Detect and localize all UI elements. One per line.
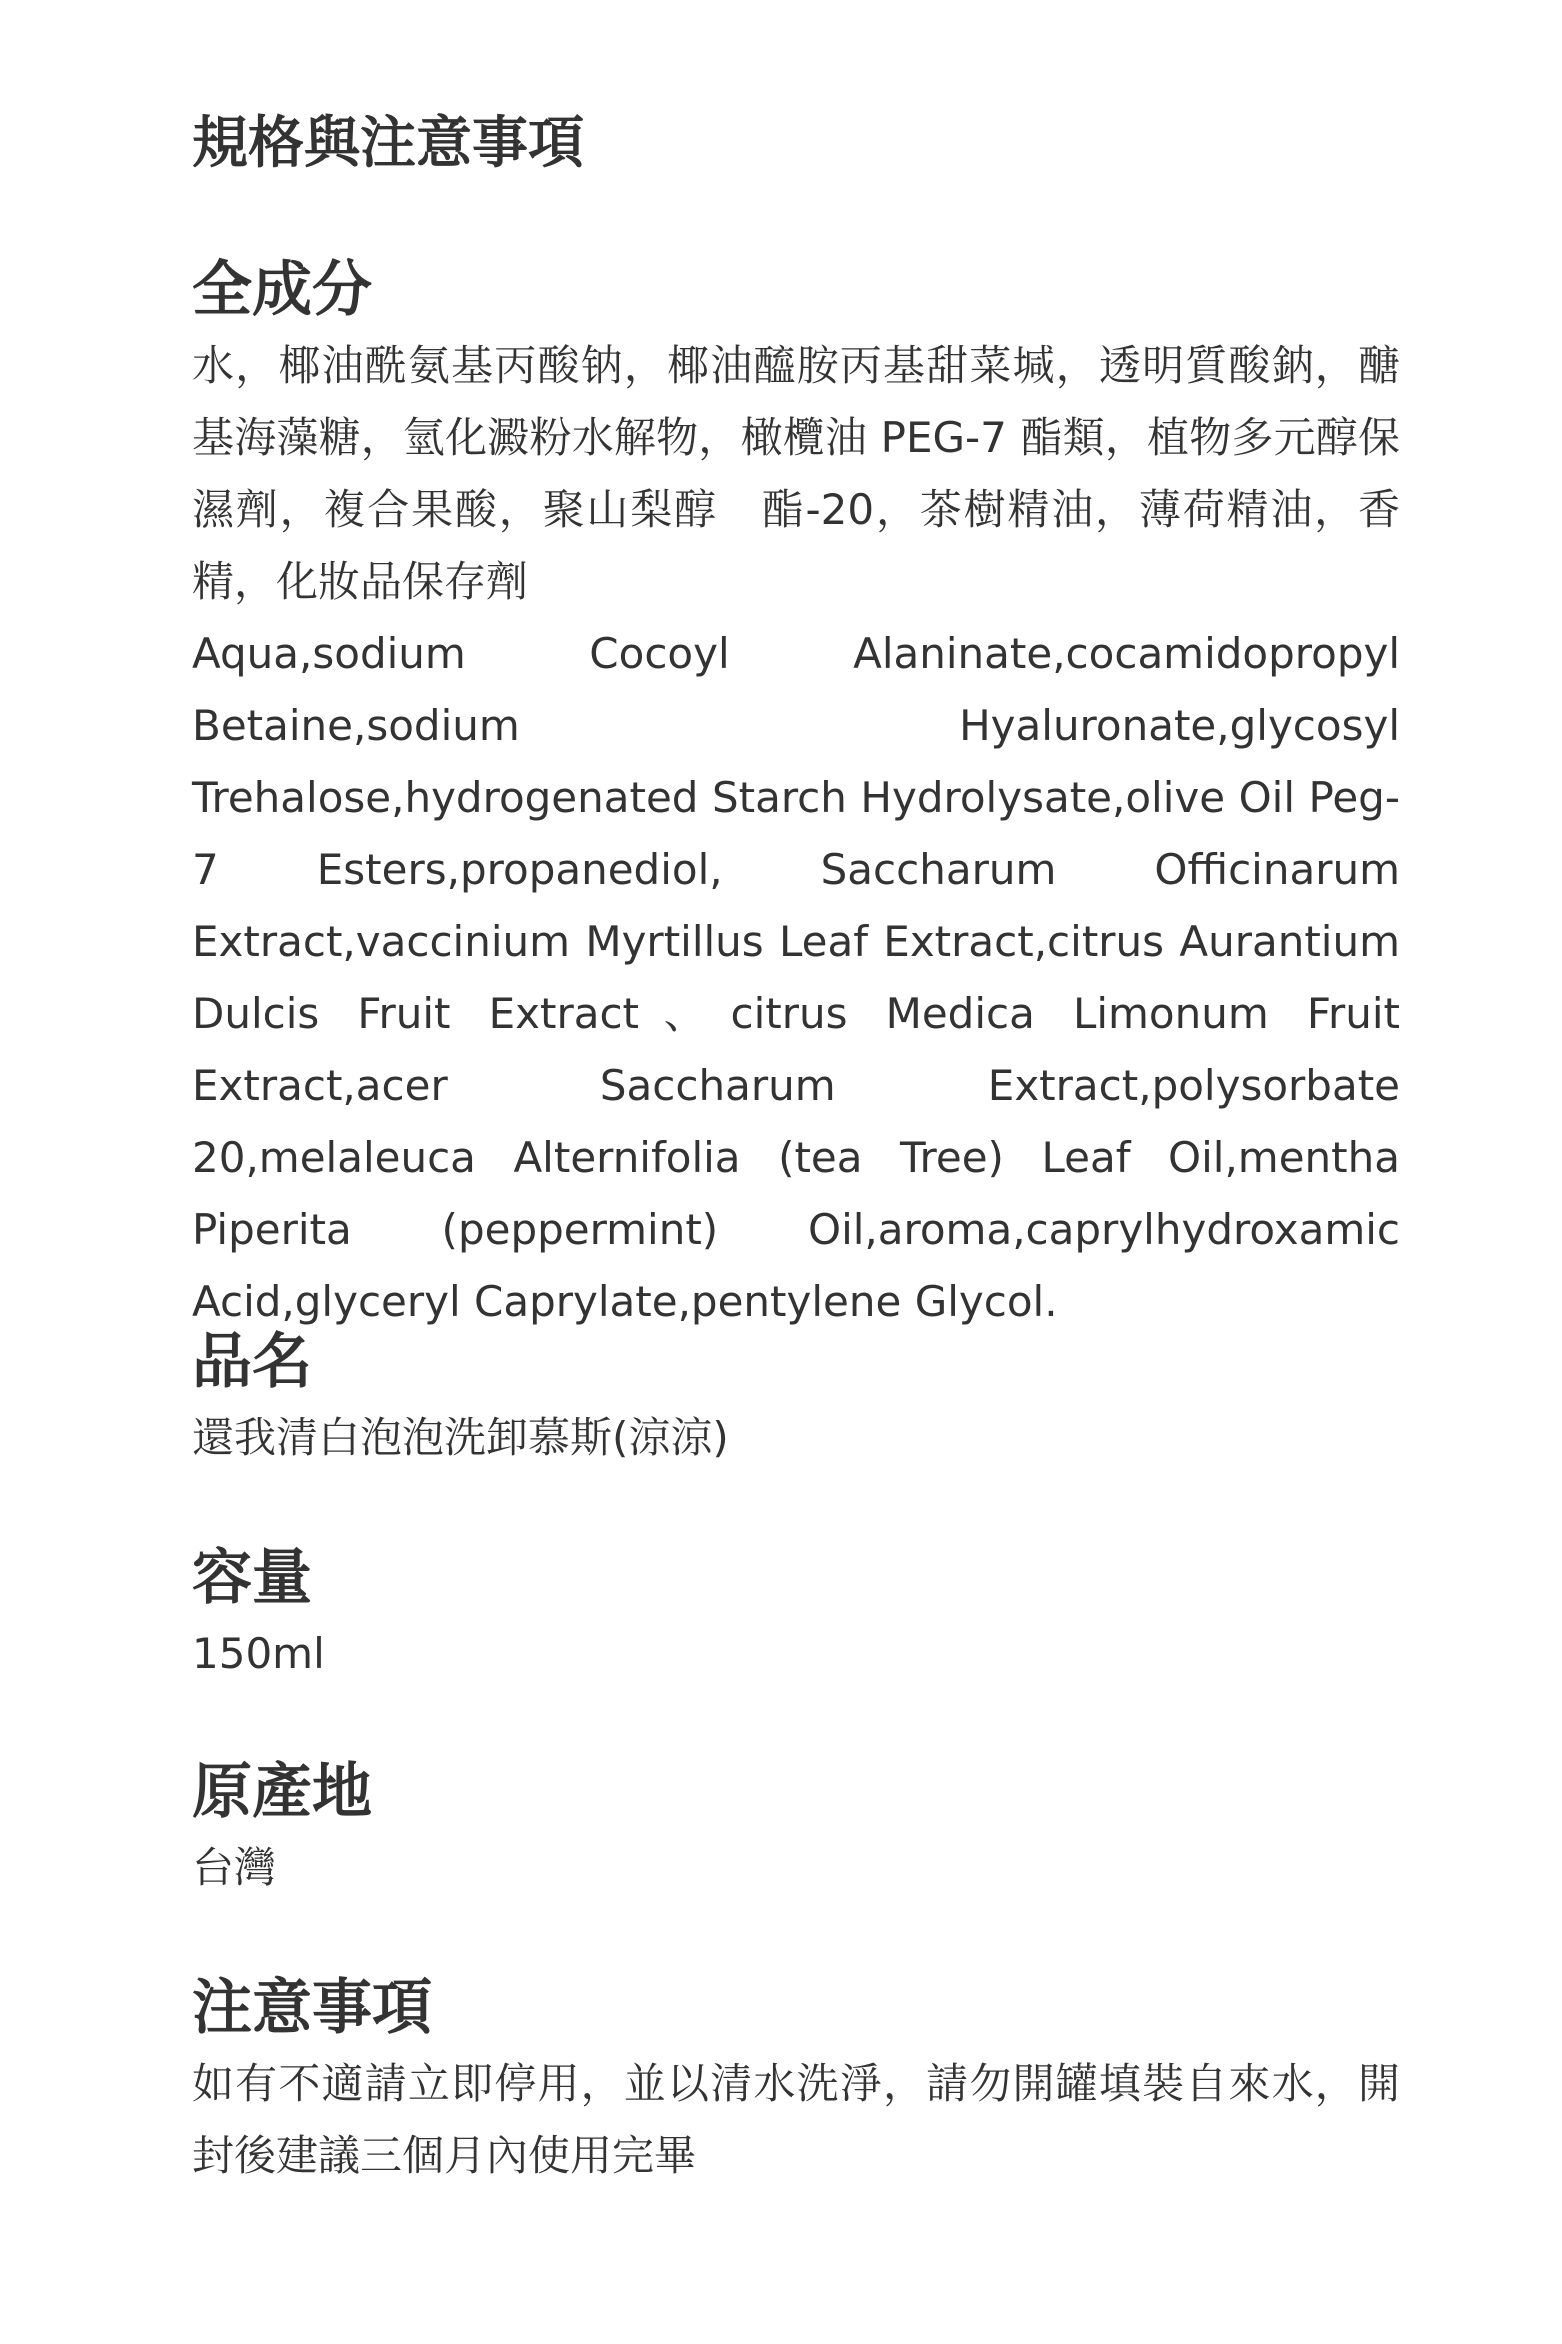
notes-value: 如有不適請立即停用，並以清水洗淨，請勿開罐填裝自來水，開封後建議三個月內使用完畢 — [192, 2059, 1400, 2180]
origin-title: 原產地 — [192, 1757, 372, 1827]
notes-title: 注意事項 — [192, 1973, 432, 2043]
product-name-title: 品名 — [192, 1327, 312, 1397]
page-title: 規格與注意事項 — [192, 111, 584, 176]
product-name-value: 還我清白泡泡洗卸慕斯(涼涼) — [192, 1413, 729, 1462]
ingredients-text-zh: 水，椰油酰氨基丙酸钠，椰油醯胺丙基甜菜堿，透明質酸鈉，醣基海藻糖，氫化澱粉水解物，橄欖油 PEG-7 酯類，植物多元醇保濕劑，複合果酸，聚山梨醇 酯-20，茶樹精油，薄荷精油，香精，化妝品保存劑 — [192, 341, 1400, 606]
origin-value: 台灣 — [192, 1843, 277, 1892]
volume-title: 容量 — [192, 1543, 312, 1613]
ingredients-title: 全成分 — [192, 255, 372, 325]
volume-value: 150ml — [192, 1629, 325, 1678]
ingredients-text-en: Aqua,sodium Cocoyl Alaninate,cocamidopropyl Betaine,sodium Hyaluronate,glycosyl Trehalose,hydrogenated Starch Hydrolysate,olive Oil Peg-7 Esters,propanediol, Saccharum Officinarum Extract,vaccinium Myrtillus Leaf Extract,citrus Aurantium Dulcis Fruit Extract、citrus Medica Limonum Fruit Extract,acer Saccharum Extract,polysorbate 20,melaleuca Alternifolia (tea Tree) Leaf Oil,mentha Piperita (peppermint) Oil,aroma,caprylhydroxamic Acid,glyceryl Caprylate,pentylene Glycol. — [192, 629, 1400, 1326]
